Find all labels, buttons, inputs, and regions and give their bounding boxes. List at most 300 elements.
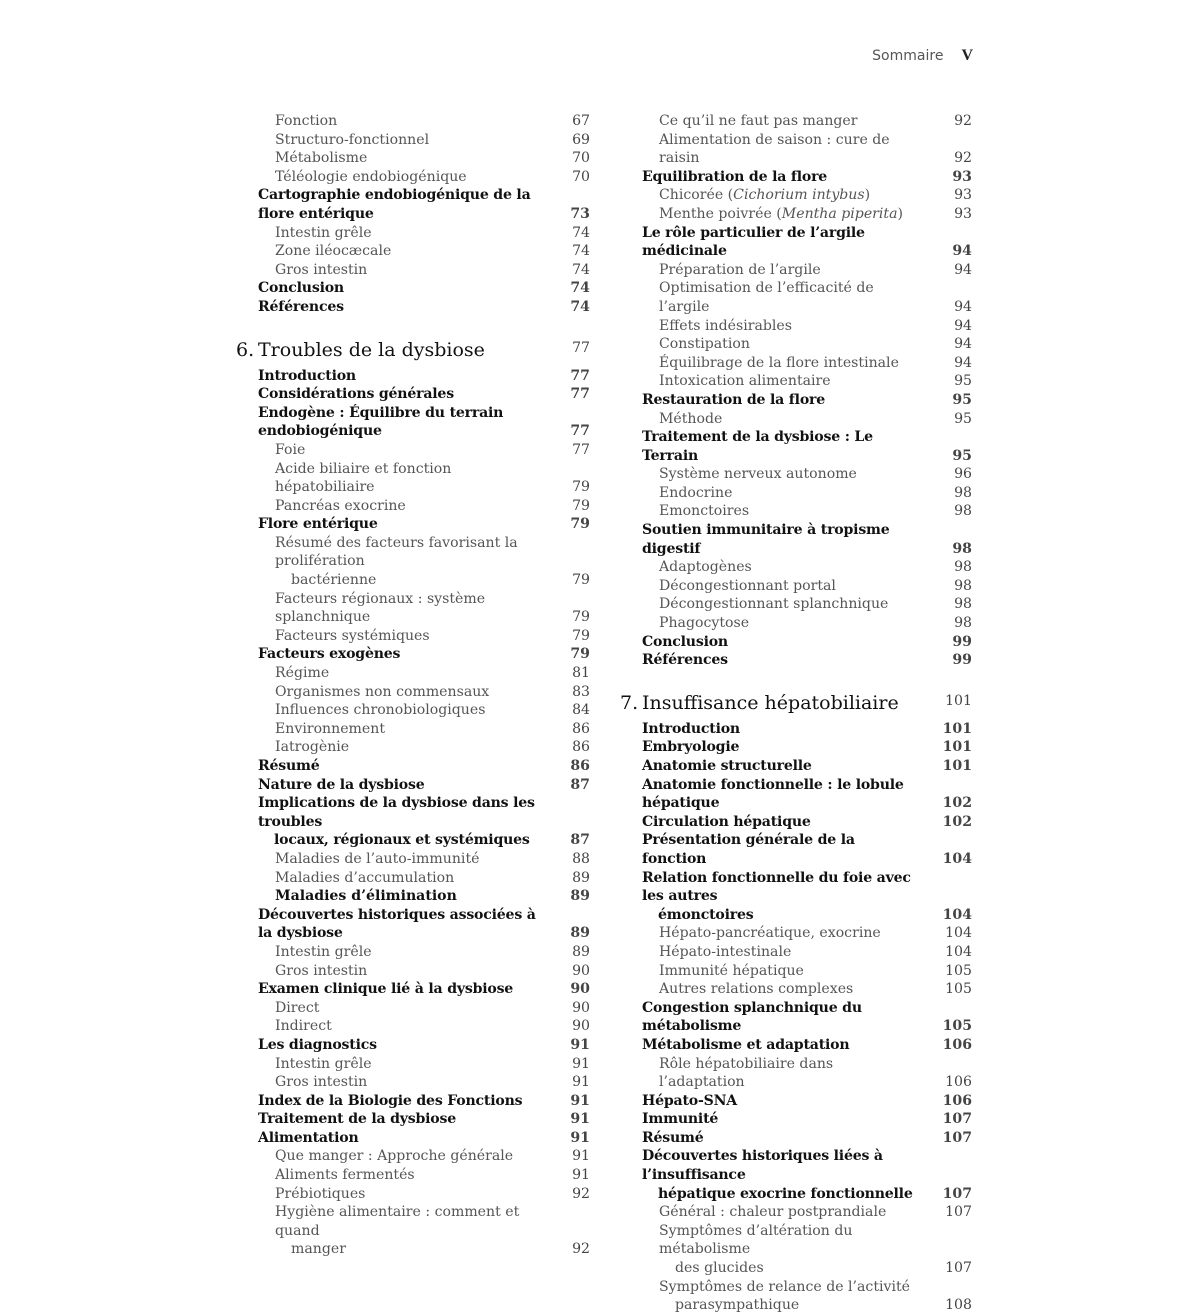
- entry-continuation: hépatique exocrine fonctionnelle: [658, 1185, 913, 1202]
- entry-page: 102: [942, 795, 972, 812]
- entry-page: 86: [572, 720, 590, 737]
- toc-entry: [236, 1092, 590, 1111]
- entry-title: [258, 1092, 590, 1111]
- toc-entry: [620, 924, 972, 943]
- entry-text: Introduction: [258, 367, 356, 384]
- entry-title: [642, 1036, 972, 1055]
- entry-title: [659, 186, 972, 205]
- entry-page: 67: [572, 113, 590, 129]
- entry-text: Maladies d’accumulation: [275, 869, 455, 886]
- entry-page: 91: [570, 1036, 590, 1053]
- toc-entry: [236, 404, 590, 441]
- entry-page: 94: [954, 298, 972, 315]
- entry-title: [275, 261, 590, 280]
- entry-text: Méthode: [659, 410, 723, 427]
- entry-page: 79: [572, 497, 590, 514]
- entry-title: [275, 720, 590, 739]
- toc-entry: [236, 298, 590, 317]
- entry-text: Intoxication alimentaire: [659, 373, 831, 390]
- toc-entry: [236, 683, 590, 702]
- entry-text: Facteurs exogènes: [258, 646, 401, 663]
- entry-title: [659, 924, 972, 943]
- entry-title: [275, 683, 590, 702]
- toc-entry: [236, 701, 590, 720]
- toc-entry: [620, 614, 972, 633]
- entry-continuation: manger: [291, 1241, 346, 1258]
- entry-title: [642, 651, 972, 670]
- chapter-number: 6.: [236, 338, 255, 361]
- entry-page: 89: [572, 869, 590, 886]
- entry-title: [659, 1055, 972, 1092]
- entry-title: [659, 372, 972, 391]
- toc-entry: [236, 590, 590, 627]
- toc-entry: [620, 1278, 972, 1315]
- entry-title: [659, 205, 972, 224]
- entry-page: 98: [954, 577, 972, 594]
- toc-entry: [620, 720, 972, 739]
- entry-title: [275, 869, 590, 888]
- toc-entry: [236, 112, 590, 131]
- entry-text: Présentation générale de la fonction: [642, 832, 855, 867]
- toc-entry: [620, 813, 972, 832]
- entry-text: Le rôle particulier de l’argile médicinale: [642, 224, 865, 260]
- entry-page: 104: [942, 850, 972, 867]
- entry-title: [659, 1278, 972, 1315]
- entry-text: Restauration de la flore: [642, 391, 826, 408]
- entry-page: 83: [572, 683, 590, 700]
- entry-text: Circulation hépatique: [642, 813, 811, 830]
- entry-title: [659, 465, 972, 484]
- toc-entry: [236, 757, 590, 776]
- entry-title: [642, 720, 972, 739]
- entry-text: Congestion splanchnique du métabolisme: [642, 999, 862, 1035]
- entry-text: Intestin grêle: [275, 224, 372, 241]
- entry-page: 102: [942, 813, 972, 830]
- toc-entry: [236, 943, 590, 962]
- entry-title: [659, 1203, 972, 1222]
- entry-page: 98: [954, 484, 972, 501]
- toc-entry: [236, 645, 590, 664]
- entry-page: 105: [945, 962, 972, 979]
- entry-title: [258, 1110, 590, 1129]
- entry-text: Fonction: [275, 113, 338, 129]
- entry-text: Résumé: [258, 758, 320, 774]
- toc-entry: [236, 515, 590, 534]
- entry-title: [659, 502, 972, 521]
- entry-text: Introduction: [642, 720, 740, 737]
- entry-title: [275, 242, 590, 261]
- entry-text: Pancréas exocrine: [275, 497, 406, 514]
- entry-page: 74: [570, 280, 590, 297]
- entry-text: Résumé des facteurs favorisant la prolifération: [275, 534, 518, 570]
- entry-text: Zone iléocæcale: [275, 243, 392, 260]
- toc-entry: [236, 1055, 590, 1074]
- entry-page: 92: [954, 113, 972, 129]
- entry-text: Relation fonctionnelle du foie avec les autres: [642, 869, 911, 905]
- entry-text: Hépato-pancréatique, exocrine: [659, 925, 881, 942]
- entry-title: [258, 515, 590, 534]
- entry-title: [642, 1110, 972, 1129]
- toc-entry: [620, 186, 972, 205]
- entry-title: [659, 1222, 972, 1278]
- toc-entry: [236, 1036, 590, 1055]
- entry-page: 91: [570, 1111, 590, 1128]
- entry-title: [642, 428, 972, 465]
- entry-page: 89: [570, 925, 590, 942]
- toc-entry: [236, 1147, 590, 1166]
- entry-title: [258, 404, 590, 441]
- toc-entry: [620, 633, 972, 652]
- toc-entry: [620, 428, 972, 465]
- entry-text: Indirect: [275, 1018, 332, 1035]
- entry-title: [659, 261, 972, 280]
- entry-text: Hygiène alimentaire : comment et quand: [275, 1204, 520, 1239]
- entry-title: [275, 497, 590, 516]
- entry-page: 101: [942, 720, 972, 737]
- entry-text: Métabolisme et adaptation: [642, 1036, 850, 1053]
- entry-page: 90: [570, 981, 590, 998]
- entry-text: Organismes non commensaux: [275, 683, 490, 700]
- entry-page: 77: [570, 423, 590, 440]
- toc-entry: [620, 595, 972, 614]
- entry-page: 74: [570, 298, 590, 315]
- entry-text: Autres relations complexes: [659, 981, 854, 998]
- entry-title: [258, 776, 590, 795]
- toc-entry: [236, 497, 590, 516]
- entry-text: Métabolisme: [275, 150, 368, 167]
- entry-page: 104: [945, 925, 972, 942]
- entry-text: Décongestionnant splanchnique: [659, 596, 889, 613]
- entry-text: Références: [258, 298, 344, 315]
- entry-page: 77: [570, 386, 590, 403]
- toc-entry: [236, 385, 590, 404]
- toc-entry: [620, 410, 972, 429]
- entry-text: Références: [642, 652, 728, 669]
- entry-text: Gros intestin: [275, 962, 368, 979]
- entry-page: 95: [954, 373, 972, 390]
- entry-title: [659, 484, 972, 503]
- chapter-number: 7.: [620, 691, 639, 714]
- entry-text: Constipation: [659, 336, 750, 353]
- toc-entry: [620, 651, 972, 670]
- entry-title: [659, 962, 972, 981]
- entry-title: [642, 633, 972, 652]
- entry-text: Immunité hépatique: [659, 962, 804, 979]
- entry-page: 99: [952, 652, 972, 669]
- toc-entry: [236, 367, 590, 386]
- toc-entry: [620, 484, 972, 503]
- entry-page: 94: [954, 354, 972, 371]
- toc-entry: [620, 1129, 972, 1148]
- entry-page: 105: [945, 981, 972, 998]
- entry-title: [642, 999, 972, 1036]
- section-title: Sommaire: [872, 48, 944, 64]
- entry-title: [258, 645, 590, 664]
- entry-page: 79: [570, 516, 590, 533]
- entry-text: Aliments fermentés: [275, 1167, 415, 1184]
- entry-page: 91: [572, 1167, 590, 1184]
- entry-text: Foie: [275, 441, 306, 458]
- entry-page: 93: [954, 205, 972, 222]
- entry-text: Hépato-SNA: [642, 1092, 738, 1109]
- entry-page: 79: [572, 627, 590, 644]
- entry-page: 106: [942, 1092, 972, 1109]
- entry-title: [620, 691, 972, 715]
- entry-text: Cartographie endobiogénique de la flore entérique: [258, 187, 531, 222]
- entry-page: 86: [570, 758, 590, 774]
- entry-page: 74: [572, 224, 590, 241]
- toc-entry: [620, 1203, 972, 1222]
- entry-title: [642, 1147, 972, 1203]
- entry-page: 90: [572, 1018, 590, 1035]
- toc-entry: [620, 980, 972, 999]
- entry-text: Symptômes d’altération du métabolisme: [659, 1222, 853, 1258]
- entry-text: Effets indésirables: [659, 317, 792, 334]
- entry-page: 89: [572, 943, 590, 960]
- toc-entry: [236, 224, 590, 243]
- toc-column-right: [620, 112, 972, 1315]
- entry-title: [642, 776, 972, 813]
- toc-entry: [620, 224, 972, 261]
- entry-title: [258, 794, 590, 850]
- entry-text: Endogène : Équilibre du terrain endobiogénique: [258, 404, 504, 440]
- latin-name: Cichorium intybus: [733, 187, 865, 204]
- entry-title: [642, 738, 972, 757]
- entry-page: 98: [954, 559, 972, 576]
- entry-text: Résumé: [642, 1129, 704, 1146]
- toc-entry: [236, 1017, 590, 1036]
- entry-page: 84: [572, 702, 590, 719]
- toc-entry: [236, 738, 590, 757]
- toc-entry: [236, 664, 590, 683]
- entry-title: [275, 131, 590, 150]
- entry-text: Structuro-fonctionnel: [275, 131, 430, 148]
- entry-title: [258, 1129, 590, 1148]
- toc-entry: [620, 168, 972, 187]
- toc-entry: [620, 372, 972, 391]
- toc-entry: [620, 1036, 972, 1055]
- entry-text: Équilibrage de la flore intestinale: [659, 354, 899, 371]
- entry-title: [258, 385, 590, 404]
- entry-page: 92: [954, 150, 972, 167]
- entry-page: 94: [952, 243, 972, 260]
- toc-entry: [620, 999, 972, 1036]
- entry-page: 104: [942, 906, 972, 923]
- entry-text: Considérations générales: [258, 386, 454, 403]
- entry-text: Direct: [275, 999, 320, 1016]
- toc-entry: [620, 335, 972, 354]
- entry-page: 88: [572, 850, 590, 867]
- entry-text: Découvertes historiques associées à la dysbiose: [258, 906, 536, 942]
- toc-entry: [620, 577, 972, 596]
- entry-text: Immunité: [642, 1111, 719, 1128]
- entry-title: [258, 279, 590, 298]
- entry-title: [642, 757, 972, 776]
- toc-entry: [236, 1073, 590, 1092]
- toc-entry: [236, 906, 590, 943]
- chapter-heading: [236, 338, 590, 362]
- entry-page: 79: [572, 572, 590, 589]
- chapter-heading: [620, 691, 972, 715]
- entry-page: 77: [572, 339, 590, 356]
- toc-entry: [236, 962, 590, 981]
- entry-page: 98: [954, 596, 972, 613]
- toc-entry: [620, 1222, 972, 1278]
- entry-text: Endocrine: [659, 484, 733, 501]
- entry-page: 99: [952, 633, 972, 650]
- entry-title: [275, 1185, 590, 1204]
- toc-entry: [236, 131, 590, 150]
- entry-title: [258, 367, 590, 386]
- entry-title: [642, 521, 972, 558]
- entry-text: Alimentation de saison : cure de raisin: [659, 131, 890, 167]
- entry-text: Gros intestin: [275, 1074, 368, 1091]
- toc-entry: [620, 776, 972, 813]
- toc-entry: [620, 354, 972, 373]
- entry-text: Implications de la dysbiose dans les troubles: [258, 795, 535, 830]
- entry-page: 106: [945, 1074, 972, 1091]
- entry-page: 92: [572, 1241, 590, 1258]
- entry-continuation: des glucides: [675, 1260, 764, 1277]
- toc-entry: [236, 1203, 590, 1259]
- toc-entry: [236, 242, 590, 261]
- entry-page: 104: [945, 943, 972, 960]
- entry-text: Les diagnostics: [258, 1036, 377, 1053]
- entry-page: 69: [572, 131, 590, 148]
- entry-page: 108: [945, 1297, 972, 1314]
- entry-title: [275, 112, 590, 131]
- toc-entry: [620, 943, 972, 962]
- entry-text: Intestin grêle: [275, 1055, 372, 1072]
- entry-continuation: émonctoires: [658, 906, 754, 923]
- entry-title: [642, 813, 972, 832]
- entry-page: 93: [954, 187, 972, 204]
- entry-page: 101: [942, 739, 972, 756]
- toc-entry: [620, 521, 972, 558]
- entry-text: Embryologie: [642, 739, 740, 756]
- page-number: V: [961, 47, 973, 64]
- entry-page: 89: [570, 888, 590, 905]
- entry-title: [258, 757, 590, 776]
- toc-entry: [236, 1166, 590, 1185]
- entry-title: [659, 943, 972, 962]
- entry-page: 98: [952, 540, 972, 557]
- entry-page: 107: [942, 1111, 972, 1128]
- entry-title: [275, 701, 590, 720]
- entry-page: 95: [952, 391, 972, 408]
- entry-title: [659, 577, 972, 596]
- toc-entry: [236, 534, 590, 590]
- entry-page: 105: [942, 1018, 972, 1035]
- entry-page: 74: [572, 243, 590, 260]
- entry-page: 98: [954, 503, 972, 520]
- entry-text: Traitement de la dysbiose: [258, 1111, 457, 1128]
- running-head: [0, 47, 973, 65]
- entry-page: 90: [572, 962, 590, 979]
- toc-entry: [236, 261, 590, 280]
- entry-page: 94: [954, 336, 972, 353]
- toc-entry: [236, 627, 590, 646]
- entry-text: Emonctoires: [659, 503, 750, 520]
- toc-entry: [620, 1110, 972, 1129]
- entry-text: Rôle hépatobiliaire dans l’adaptation: [659, 1055, 834, 1091]
- entry-text: Chicorée (: [659, 187, 734, 204]
- entry-text: Régime: [275, 665, 330, 682]
- toc-entry: [620, 261, 972, 280]
- entry-text: Préparation de l’argile: [659, 261, 821, 278]
- entry-text: Acide biliaire et fonction hépatobiliaire: [275, 460, 452, 496]
- entry-text: Menthe poivrée (: [659, 205, 782, 222]
- entry-text: Troubles de la dysbiose: [258, 338, 485, 361]
- entry-title: [275, 738, 590, 757]
- entry-title: [275, 224, 590, 243]
- entry-page: 73: [570, 205, 590, 222]
- entry-text-after: ): [897, 205, 903, 222]
- entry-title: [275, 168, 590, 187]
- entry-page: 91: [572, 1148, 590, 1165]
- entry-title: [275, 664, 590, 683]
- toc-entry: [620, 131, 972, 168]
- entry-text: Traitement de la dysbiose : Le Terrain: [642, 429, 873, 464]
- entry-text: Phagocytose: [659, 615, 750, 632]
- entry-page: 70: [572, 168, 590, 185]
- entry-title: [275, 441, 590, 460]
- entry-title: [659, 279, 972, 316]
- toc-entry: [236, 460, 590, 497]
- entry-page: 107: [945, 1204, 972, 1221]
- entry-text: Facteurs systémiques: [275, 627, 430, 644]
- entry-text: Découvertes historiques liées à l’insuffisance: [642, 1148, 883, 1184]
- entry-title: [275, 1055, 590, 1074]
- entry-title: [258, 980, 590, 999]
- entry-text: Environnement: [275, 720, 385, 737]
- entry-page: 91: [572, 1055, 590, 1072]
- entry-text: Conclusion: [642, 633, 728, 650]
- entry-title: [275, 627, 590, 646]
- entry-text: Système nerveux autonome: [659, 466, 857, 483]
- toc-entry: [620, 962, 972, 981]
- entry-page: 77: [572, 441, 590, 458]
- entry-text: Prébiotiques: [275, 1185, 366, 1202]
- toc-entry: [236, 850, 590, 869]
- entry-title: [659, 595, 972, 614]
- toc-entry: [236, 1185, 590, 1204]
- entry-title: [275, 1147, 590, 1166]
- entry-title: [275, 887, 590, 906]
- toc-entry: [236, 794, 590, 850]
- entry-text: Ce qu’il ne faut pas manger: [659, 113, 858, 129]
- entry-page: 79: [572, 609, 590, 626]
- toc-entry: [236, 441, 590, 460]
- entry-text: Symptômes de relance de l’activité: [659, 1278, 910, 1295]
- entry-title: [275, 1017, 590, 1036]
- entry-text: Nature de la dysbiose: [258, 776, 425, 793]
- entry-page: 79: [572, 479, 590, 496]
- entry-page: 107: [942, 1129, 972, 1146]
- entry-continuation: locaux, régionaux et systémiques: [274, 832, 530, 849]
- toc-entry: [620, 205, 972, 224]
- entry-text: Conclusion: [258, 280, 344, 297]
- entry-title: [275, 999, 590, 1018]
- entry-page: 107: [942, 1185, 972, 1202]
- entry-text: Maladies de l’auto-immunité: [275, 850, 480, 867]
- toc-entry: [236, 1110, 590, 1129]
- entry-text: Décongestionnant portal: [659, 577, 836, 594]
- entry-text: Facteurs régionaux : système splanchnique: [275, 590, 486, 626]
- toc-entry: [620, 317, 972, 336]
- entry-text: Iatrogènie: [275, 739, 350, 756]
- entry-text: Influences chronobiologiques: [275, 702, 486, 719]
